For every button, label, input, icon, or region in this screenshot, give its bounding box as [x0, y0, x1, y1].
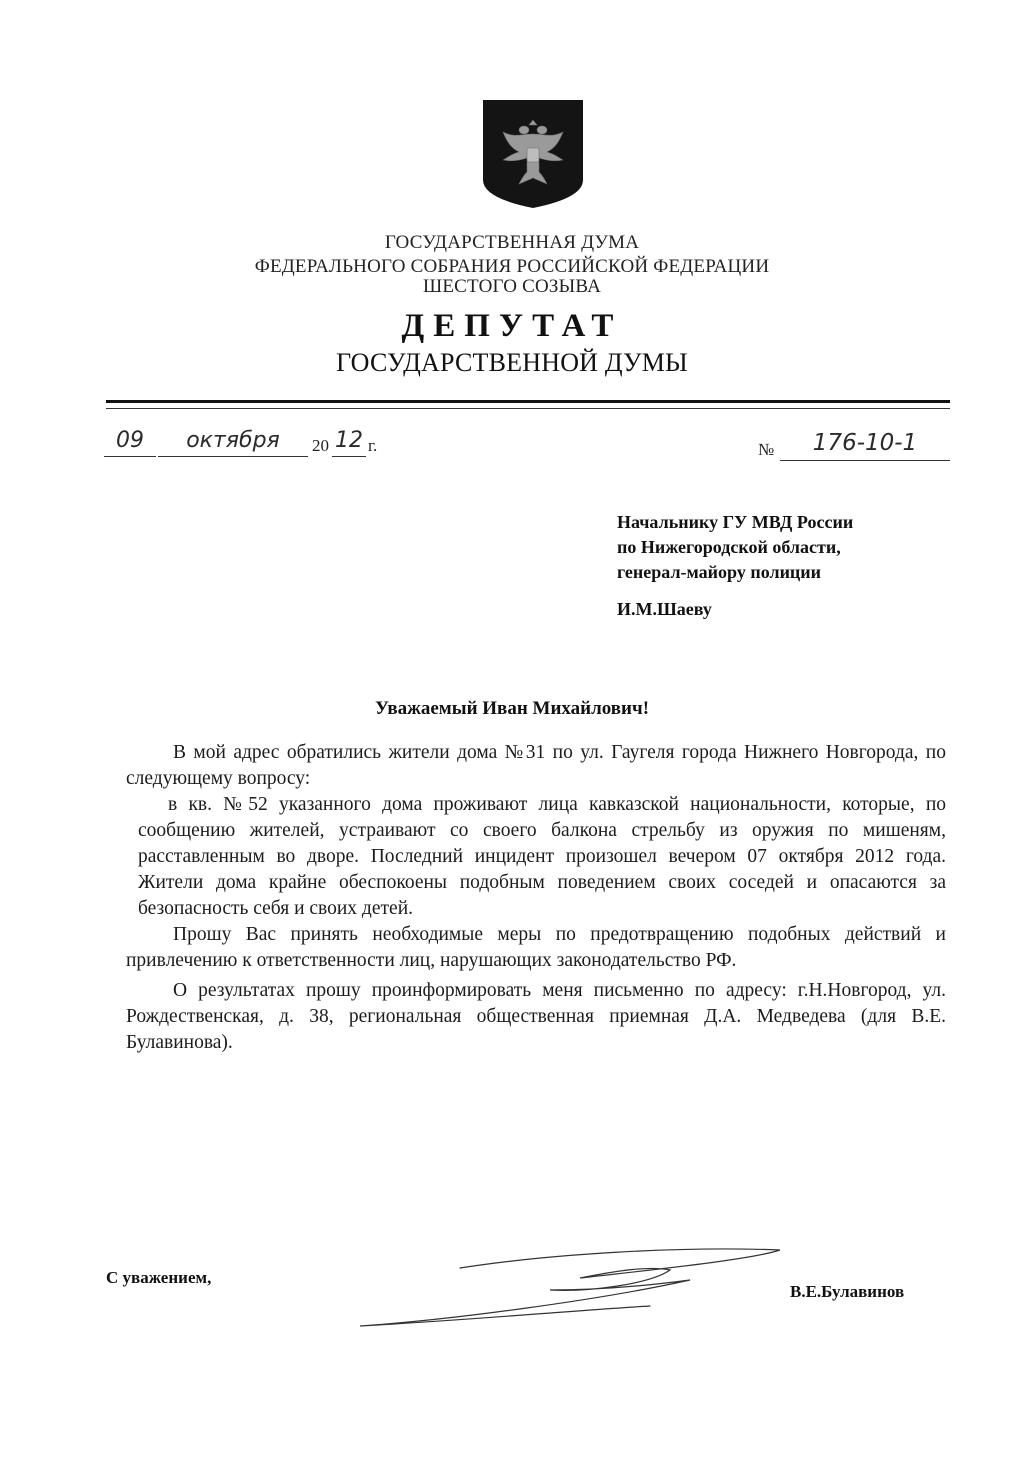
- duma-title: ГОСУДАРСТВЕННОЙ ДУМЫ: [336, 348, 688, 377]
- org-line-2: ФЕДЕРАЛЬНОГО СОБРАНИЯ РОССИЙСКОЙ ФЕДЕРАЦИИ: [254, 256, 770, 277]
- closing: С уважением,: [106, 1268, 212, 1287]
- header-rule-thin: [106, 408, 950, 409]
- header-rule-thick: [106, 400, 950, 403]
- paragraph-3: Прошу Вас принять необходимые меры по предотвращению подобных действий и привлечению к ответственности лиц, нарушающих законодательство РФ.: [126, 924, 946, 971]
- letter-body: [126, 740, 946, 1056]
- paragraph-1: В мой адрес обратились жители дома №31 по ул. Гаугеля города Нижнего Новгорода, по следующему вопросу:: [126, 742, 946, 789]
- addressee-name: И.М.Шаеву: [617, 599, 712, 619]
- handwritten-signature: [350, 1240, 810, 1340]
- russian-coat-of-arms-icon: [481, 98, 585, 210]
- date-month: октября: [158, 428, 308, 457]
- paragraph-2: в кв. №52 указанного дома проживают лица кавказской национальности, которые, по сообщению жителей, устраивают со своего балкона стрельбу из оружия по мишеням, расставленным во дворе. Последний инцидент произошел вечером 07 октября 2012 года. Жители дома крайне обеспокоены подобным поведением своих соседей и опасаются за безопасность себя и своих детей.: [138, 794, 946, 919]
- addressee-block: [617, 510, 937, 622]
- number-sign: №: [758, 440, 775, 459]
- year-suffix: 12: [332, 428, 366, 457]
- addressee-line-1: Начальнику ГУ МВД России: [617, 512, 854, 532]
- paragraph-4: О результатах прошу проинформировать меня письменно по адресу: г.Н.Новгород, ул. Рождественская, д. 38, региональная общественная приемная Д.А. Медведева (для В.Е. Булавинова).: [126, 980, 946, 1053]
- date-day: 09: [104, 428, 156, 457]
- greeting: Уважаемый Иван Михайлович!: [374, 698, 650, 719]
- document-number: 176-10-1: [780, 430, 950, 461]
- signer-name: В.Е.Булавинов: [790, 1282, 905, 1301]
- org-line-1: ГОСУДАРСТВЕННАЯ ДУМА: [384, 232, 640, 253]
- org-line-3: ШЕСТОГО СОЗЫВА: [423, 276, 601, 297]
- year-prefix: 20: [312, 436, 329, 455]
- addressee-line-3: генерал-майору полиции: [617, 562, 822, 582]
- deputy-title: ДЕПУТАТ: [401, 308, 623, 344]
- year-unit: г.: [368, 436, 378, 455]
- addressee-line-2: по Нижегородской области,: [617, 537, 841, 557]
